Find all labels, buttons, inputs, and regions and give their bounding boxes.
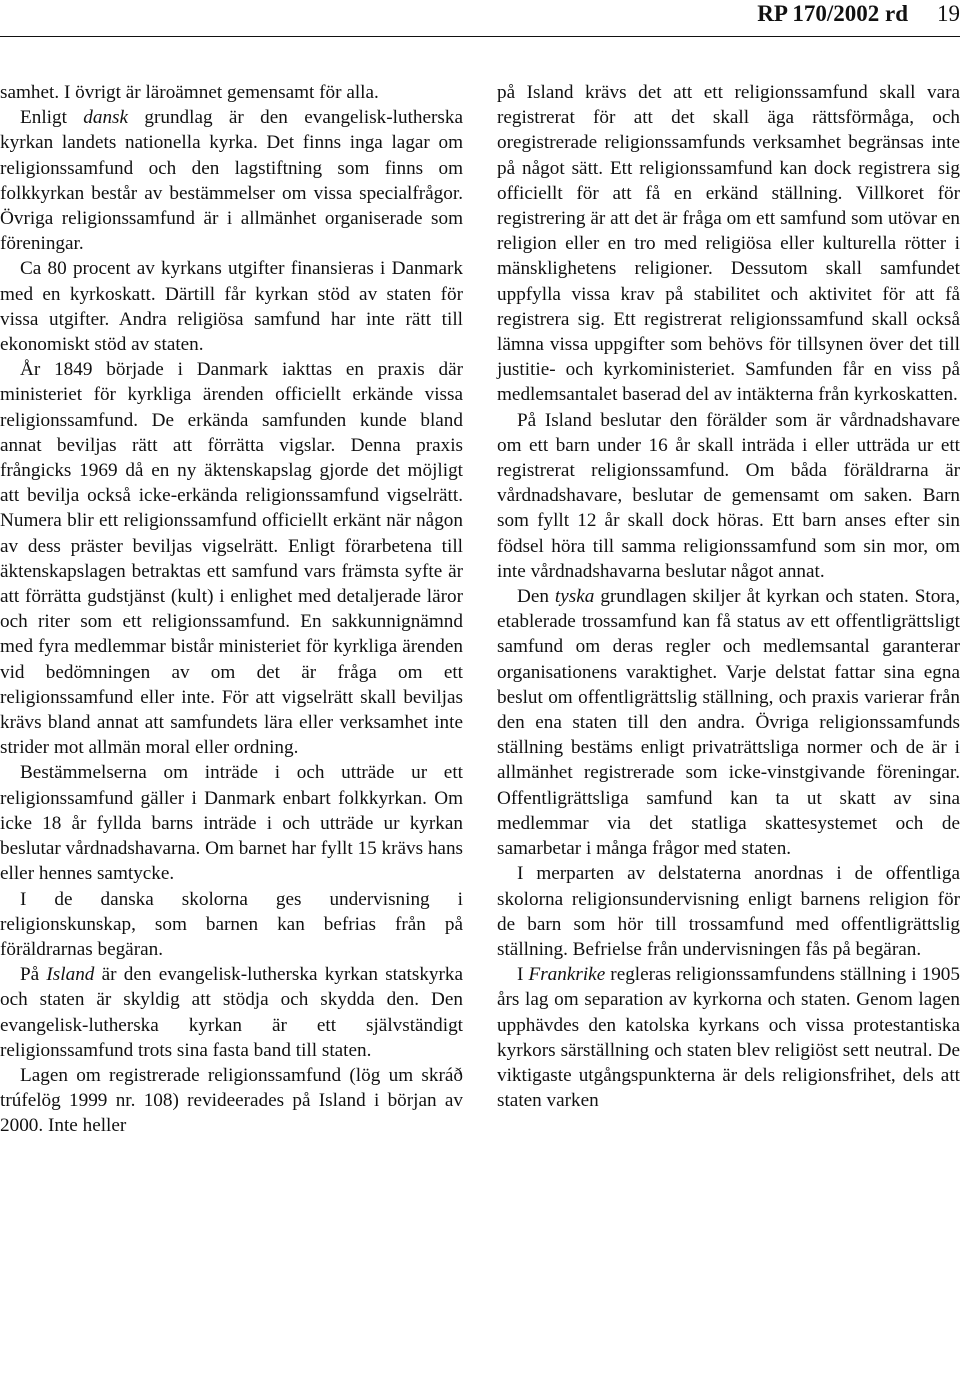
left-column <box>0 80 463 1139</box>
paragraph: på Island krävs det att ett religionssamfund skall vara registrerat för att det skall äga rättsförmåga, och oregistrerade religionssamfunds verksamhet begränsas inte på något sätt. Ett religionssamfund kan dock registrera sig officiellt för att få en erkänd ställning. Villkoret för registrering är att det är fråga om ett samfund som utövar en religion eller en tro med religiösa eller kulturella rötter i mänsklighetens religioner. Dessutom skall samfundet uppfylla vissa krav på stabilitet och aktivitet för att få registrera sig. Ett registrerat religionssamfund skall också lämna vissa uppgifter som behövs för tillsynen över det till justitie- och kyrkoministeriet. Samfunden får en viss på medlemsantalet baserad del av intäkterna från kyrkoskatten. <box>497 82 960 406</box>
paragraph: På Island beslutar den förälder som är vårdnadshavare om ett barn under 16 år skall inträda i eller utträda ur ett registrerat religionssamfund. Om båda föräldrarna är vårdnadshavare, beslutar de gemensamt om saken. Barn som fyllt 12 år skall dock höras. Ett barn anses efter sin födsel höra till samma religionssamfund som sin mor, om inte vårdnadshavarna beslutar något annat. <box>497 409 960 582</box>
paragraph: Enligt dansk grundlag är den evangelisk-lutherska kyrkan landets nationella kyrka. Det finns inga lagar om religionssamfund och den lagstiftning som finns om folkkyrkan består av bestämmelser om vissa specialfrågor. Övriga religionssamfund är i allmänhet organiserade som föreningar. <box>0 107 463 255</box>
country-name: tyska <box>554 586 595 608</box>
paragraph: I merparten av delstaterna anordnas i de offentliga skolorna religionsundervisning enligt barnens religion för de barn som hör till trossamfund med offentligrättslig ställning. Befrielse från undervisningen fås på begäran. <box>497 863 960 960</box>
country-name: Island <box>46 964 95 986</box>
country-name: dansk <box>83 107 129 129</box>
right-column <box>497 80 960 1113</box>
page-number: 19 <box>937 1 960 26</box>
page-header <box>0 0 960 37</box>
paragraph: Lagen om registrerade religionssamfund (lög um skráð trúfelög 1999 nr. 108) revideerades på Island i början av 2000. Inte heller <box>0 1064 463 1137</box>
paragraph: På Island är den evangelisk-lutherska kyrkan statskyrka och staten är skyldig att stödja och skydda den. Den evangelisk-lutherska kyrkan är ett självständigt religionssamfund trots sina fasta band till staten. <box>0 964 464 1061</box>
paragraph: År 1849 började i Danmark iakttas en praxis där ministeriet för kyrkliga ärenden officiellt erkände vissa religionssamfund. De erkända samfunden kunde bland annat beviljas rätt att förrätta vigslar. Denna praxis frångicks 1969 då en ny äktenskapslag gjorde det möjligt att bevilja också icke-erkända religionssamfund vigselrätt. Numera blir ett religionssamfund officiellt erkänt när någon av dess präster beviljas vigselrätt. Enligt förarbetena till äktenskapslagen betraktas ett samfund vars främsta syfte är att förrätta gudstjänst (kult) i enlighet med detaljerade läror och riter som ett religionssamfund. En sakkunnignämnd med fyra medlemmar bistår ministeriet för kyrkliga ärenden vid bedömningen av om det är fråga om ett religionssamfund eller inte. För att vigselrätt skall beviljas krävs bland annat att samfundets lära eller verksamhet inte strider mot allmän moral eller ordning. <box>0 359 463 759</box>
paragraph: I Frankrike regleras religionssamfundens ställning i 1905 års lag om separation av kyrkorna och staten. Genom lagen upphävdes den katolska kyrkans och vissa protestantiska kyrkors särställning och staten blev religiöst sett neutral. De viktigaste utgångspunkterna är dels religionsfrihet, dels att staten varken <box>497 964 960 1112</box>
paragraph: Bestämmelserna om inträde i och utträde ur ett religionssamfund gäller i Danmark enbart folkkyrkan. Om icke 18 år fyllda barns inträde i och utträde ur kyrkan beslutar vårdnadshavarna. Om barnet har fyllt 15 krävs hans eller hennes samtycke. <box>0 762 464 885</box>
paragraph: I de danska skolorna ges undervisning i religionskunskap, som barnen kan befrias från på föräldrarnas begäran. <box>0 888 463 960</box>
paragraph: samhet. I övrigt är läroämnet gemensamt för alla. <box>0 82 379 103</box>
paragraph: Ca 80 procent av kyrkans utgifter finansieras i Danmark med en kyrkoskatt. Därtill får kyrkan stöd av staten för vissa utgifter. Andra religiösa samfund har inte rätt till ekonomiskt stöd av staten. <box>0 258 463 356</box>
country-name: Frankrike <box>528 964 606 986</box>
paragraph: Den tyska grundlagen skiljer åt kyrkan och staten. Stora, etablerade trossamfund kan få status av ett offentligrättsligt samfund om deras regler och medlemsantal garanterar organisationens varaktighet. Varje delstat fattar sina egna beslut om offentligrättslig ställning, och praxis varierar från den ena staten till den andra. Övriga religionssamfunds ställning bestäms enligt privaträttsliga normer och de är i allmänhet registrerade som icke-vinstgivande föreningar. Offentligrättsliga samfund kan ta ut skatt av sina medlemmar via det statliga skattesystemet och de samarbetar i många frågor med staten. <box>497 586 960 860</box>
document-id: RP 170/2002 rd <box>757 1 908 26</box>
